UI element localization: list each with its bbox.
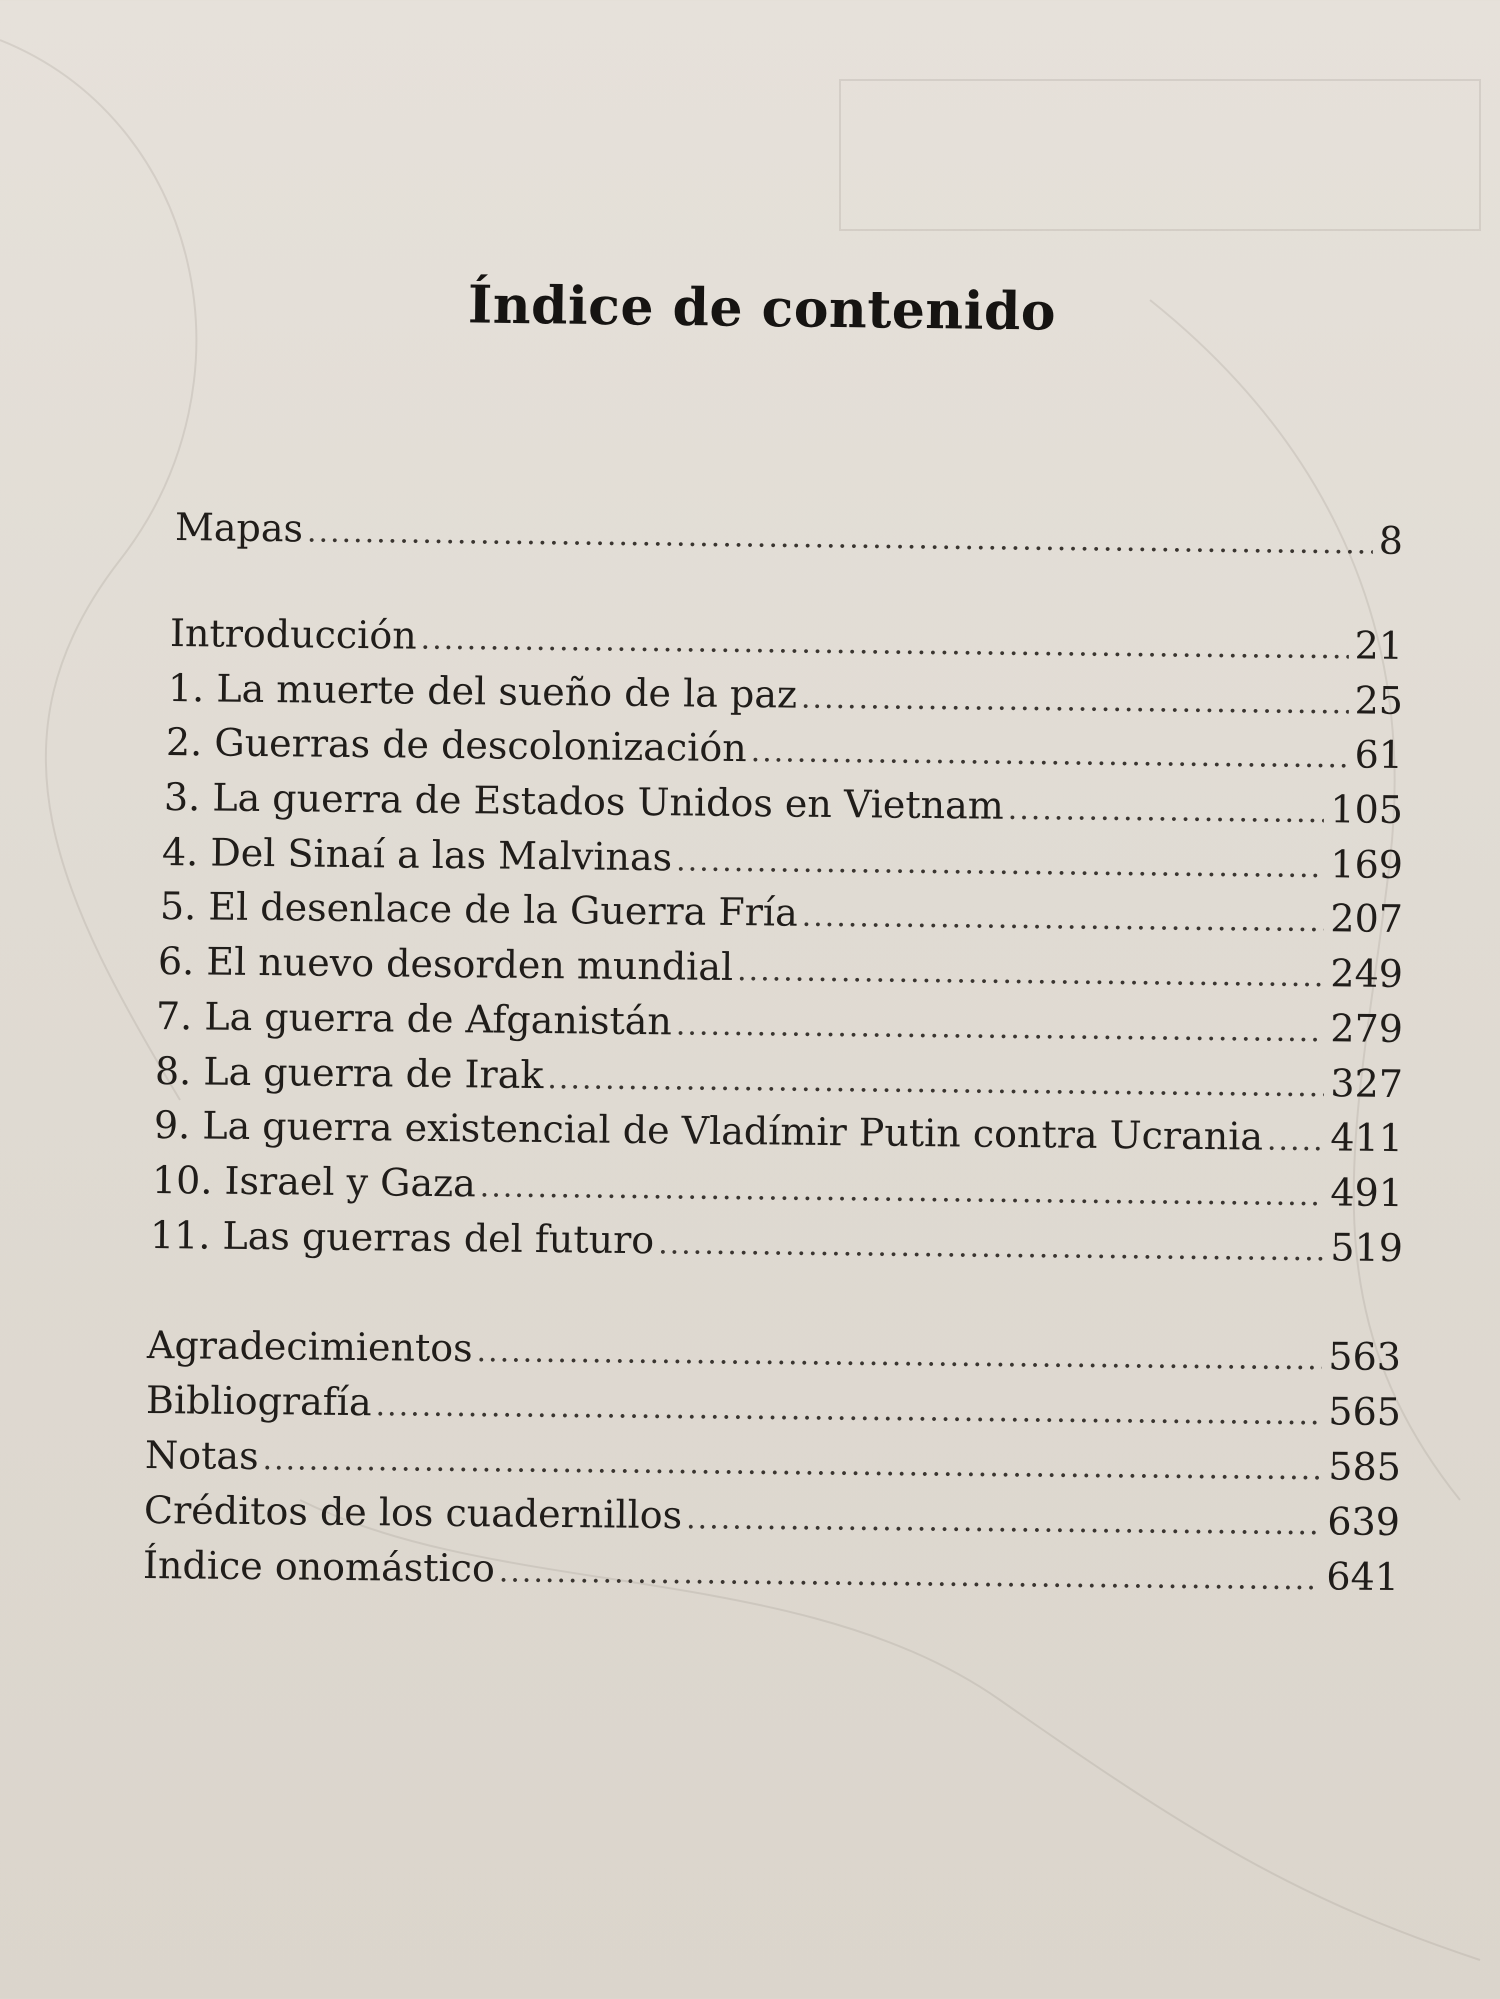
dot-leader xyxy=(262,1438,1322,1492)
toc-entry-chapter-11 xyxy=(150,1213,1403,1274)
toc-entry-chapter-5 xyxy=(160,884,1403,945)
toc-entry-label: Bibliografía xyxy=(145,1378,372,1425)
dot-leader xyxy=(476,1330,1322,1382)
toc-entry-label: Créditos de los cuadernillos xyxy=(143,1488,683,1538)
toc-entry-creditos xyxy=(144,1488,1400,1548)
dot-leader xyxy=(801,895,1324,944)
dot-leader xyxy=(375,1384,1322,1437)
dot-leader xyxy=(499,1550,1321,1602)
toc-entry-label: 10. Israel y Gaza xyxy=(151,1158,477,1206)
toc-entry-page-number: 279 xyxy=(1330,1006,1404,1052)
toc-entry-chapter-6 xyxy=(158,939,1403,1000)
toc-entry-indice-onomastico xyxy=(143,1543,1399,1603)
toc-entry-label: 11. Las guerras del futuro xyxy=(149,1213,655,1263)
toc-entry-label: 9. La guerra existencial de Vladímir Putin contra Ucrania xyxy=(153,1103,1264,1159)
toc-entry-page-number: 491 xyxy=(1330,1170,1404,1216)
toc-entry-introduccion xyxy=(170,611,1403,672)
toc-entry-notas xyxy=(145,1433,1401,1493)
toc-entry-page-number: 169 xyxy=(1330,842,1404,887)
dot-leader xyxy=(686,1497,1322,1547)
dot-leader xyxy=(420,618,1348,672)
toc-entry-chapter-4 xyxy=(162,830,1403,891)
toc-entry-page-number: 207 xyxy=(1330,896,1404,942)
toc-entry-page-number: 327 xyxy=(1330,1061,1404,1107)
toc-entry-label: 5. El desenlace de la Guerra Fría xyxy=(159,884,798,935)
dot-leader xyxy=(307,510,1373,566)
toc-entry-label: 4. Del Sinaí a las Malvinas xyxy=(161,830,673,880)
toc-entry-page-number: 249 xyxy=(1330,951,1404,997)
toc-entry-page-number: 641 xyxy=(1326,1554,1400,1600)
dot-leader xyxy=(676,1003,1325,1054)
dot-leader xyxy=(658,1222,1325,1273)
dot-leader xyxy=(480,1165,1325,1218)
toc-entry-chapter-9 xyxy=(154,1103,1403,1164)
toc-entry-label: 8. La guerra de Irak xyxy=(154,1049,544,1098)
toc-entry-page-number: 585 xyxy=(1328,1444,1402,1490)
dot-leader xyxy=(1008,788,1325,835)
toc-entry-agradecimientos xyxy=(147,1323,1401,1383)
toc-entry-chapter-2 xyxy=(166,720,1403,781)
toc-entry-chapter-3 xyxy=(164,775,1403,836)
toc-entry-chapter-7 xyxy=(156,994,1403,1055)
toc-entry-page-number: 61 xyxy=(1354,732,1404,777)
toc-entry-page-number: 563 xyxy=(1328,1334,1402,1380)
toc-entry-page-number: 8 xyxy=(1378,518,1404,563)
toc-entry-chapter-10 xyxy=(152,1158,1403,1219)
toc-entry-label: Mapas xyxy=(174,505,304,551)
toc-entry-page-number: 639 xyxy=(1327,1499,1401,1545)
toc-entry-page-number: 21 xyxy=(1354,623,1404,668)
toc-entry-label: Índice onomástico xyxy=(142,1543,496,1591)
toc-entry-mapas xyxy=(175,505,1403,567)
toc-entry-label: Introducción xyxy=(169,611,417,658)
toc-entry-label: Agradecimientos xyxy=(146,1323,473,1371)
toc-entry-label: 1. La muerte del sueño de la paz xyxy=(167,666,798,717)
toc-entry-page-number: 411 xyxy=(1330,1115,1404,1161)
dot-leader xyxy=(750,730,1348,780)
toc-entry-page-number: 25 xyxy=(1354,678,1404,723)
toc-entry-label: 2. Guerras de descolonización xyxy=(165,720,747,771)
toc-entry-bibliografia xyxy=(146,1378,1401,1438)
dot-leader xyxy=(547,1057,1324,1109)
toc-entry-chapter-8 xyxy=(155,1049,1403,1110)
toc-entry-label: Notas xyxy=(144,1433,259,1479)
toc-entry-page-number: 105 xyxy=(1330,787,1404,832)
toc-entry-label: 6. El nuevo desorden mundial xyxy=(157,939,734,990)
toc-entry-label: 7. La guerra de Afganistán xyxy=(155,994,673,1044)
dot-leader xyxy=(801,677,1349,727)
toc-entry-label: 3. La guerra de Estados Unidos en Vietnam xyxy=(163,775,1005,828)
page-title: Índice de contenido xyxy=(467,274,1057,343)
dot-leader xyxy=(1267,1119,1325,1164)
toc-entry-page-number: 519 xyxy=(1330,1225,1404,1271)
dot-leader xyxy=(676,839,1325,890)
toc-entry-page-number: 565 xyxy=(1328,1389,1402,1435)
dot-leader xyxy=(737,949,1325,999)
toc-entry-chapter-1 xyxy=(168,666,1403,727)
